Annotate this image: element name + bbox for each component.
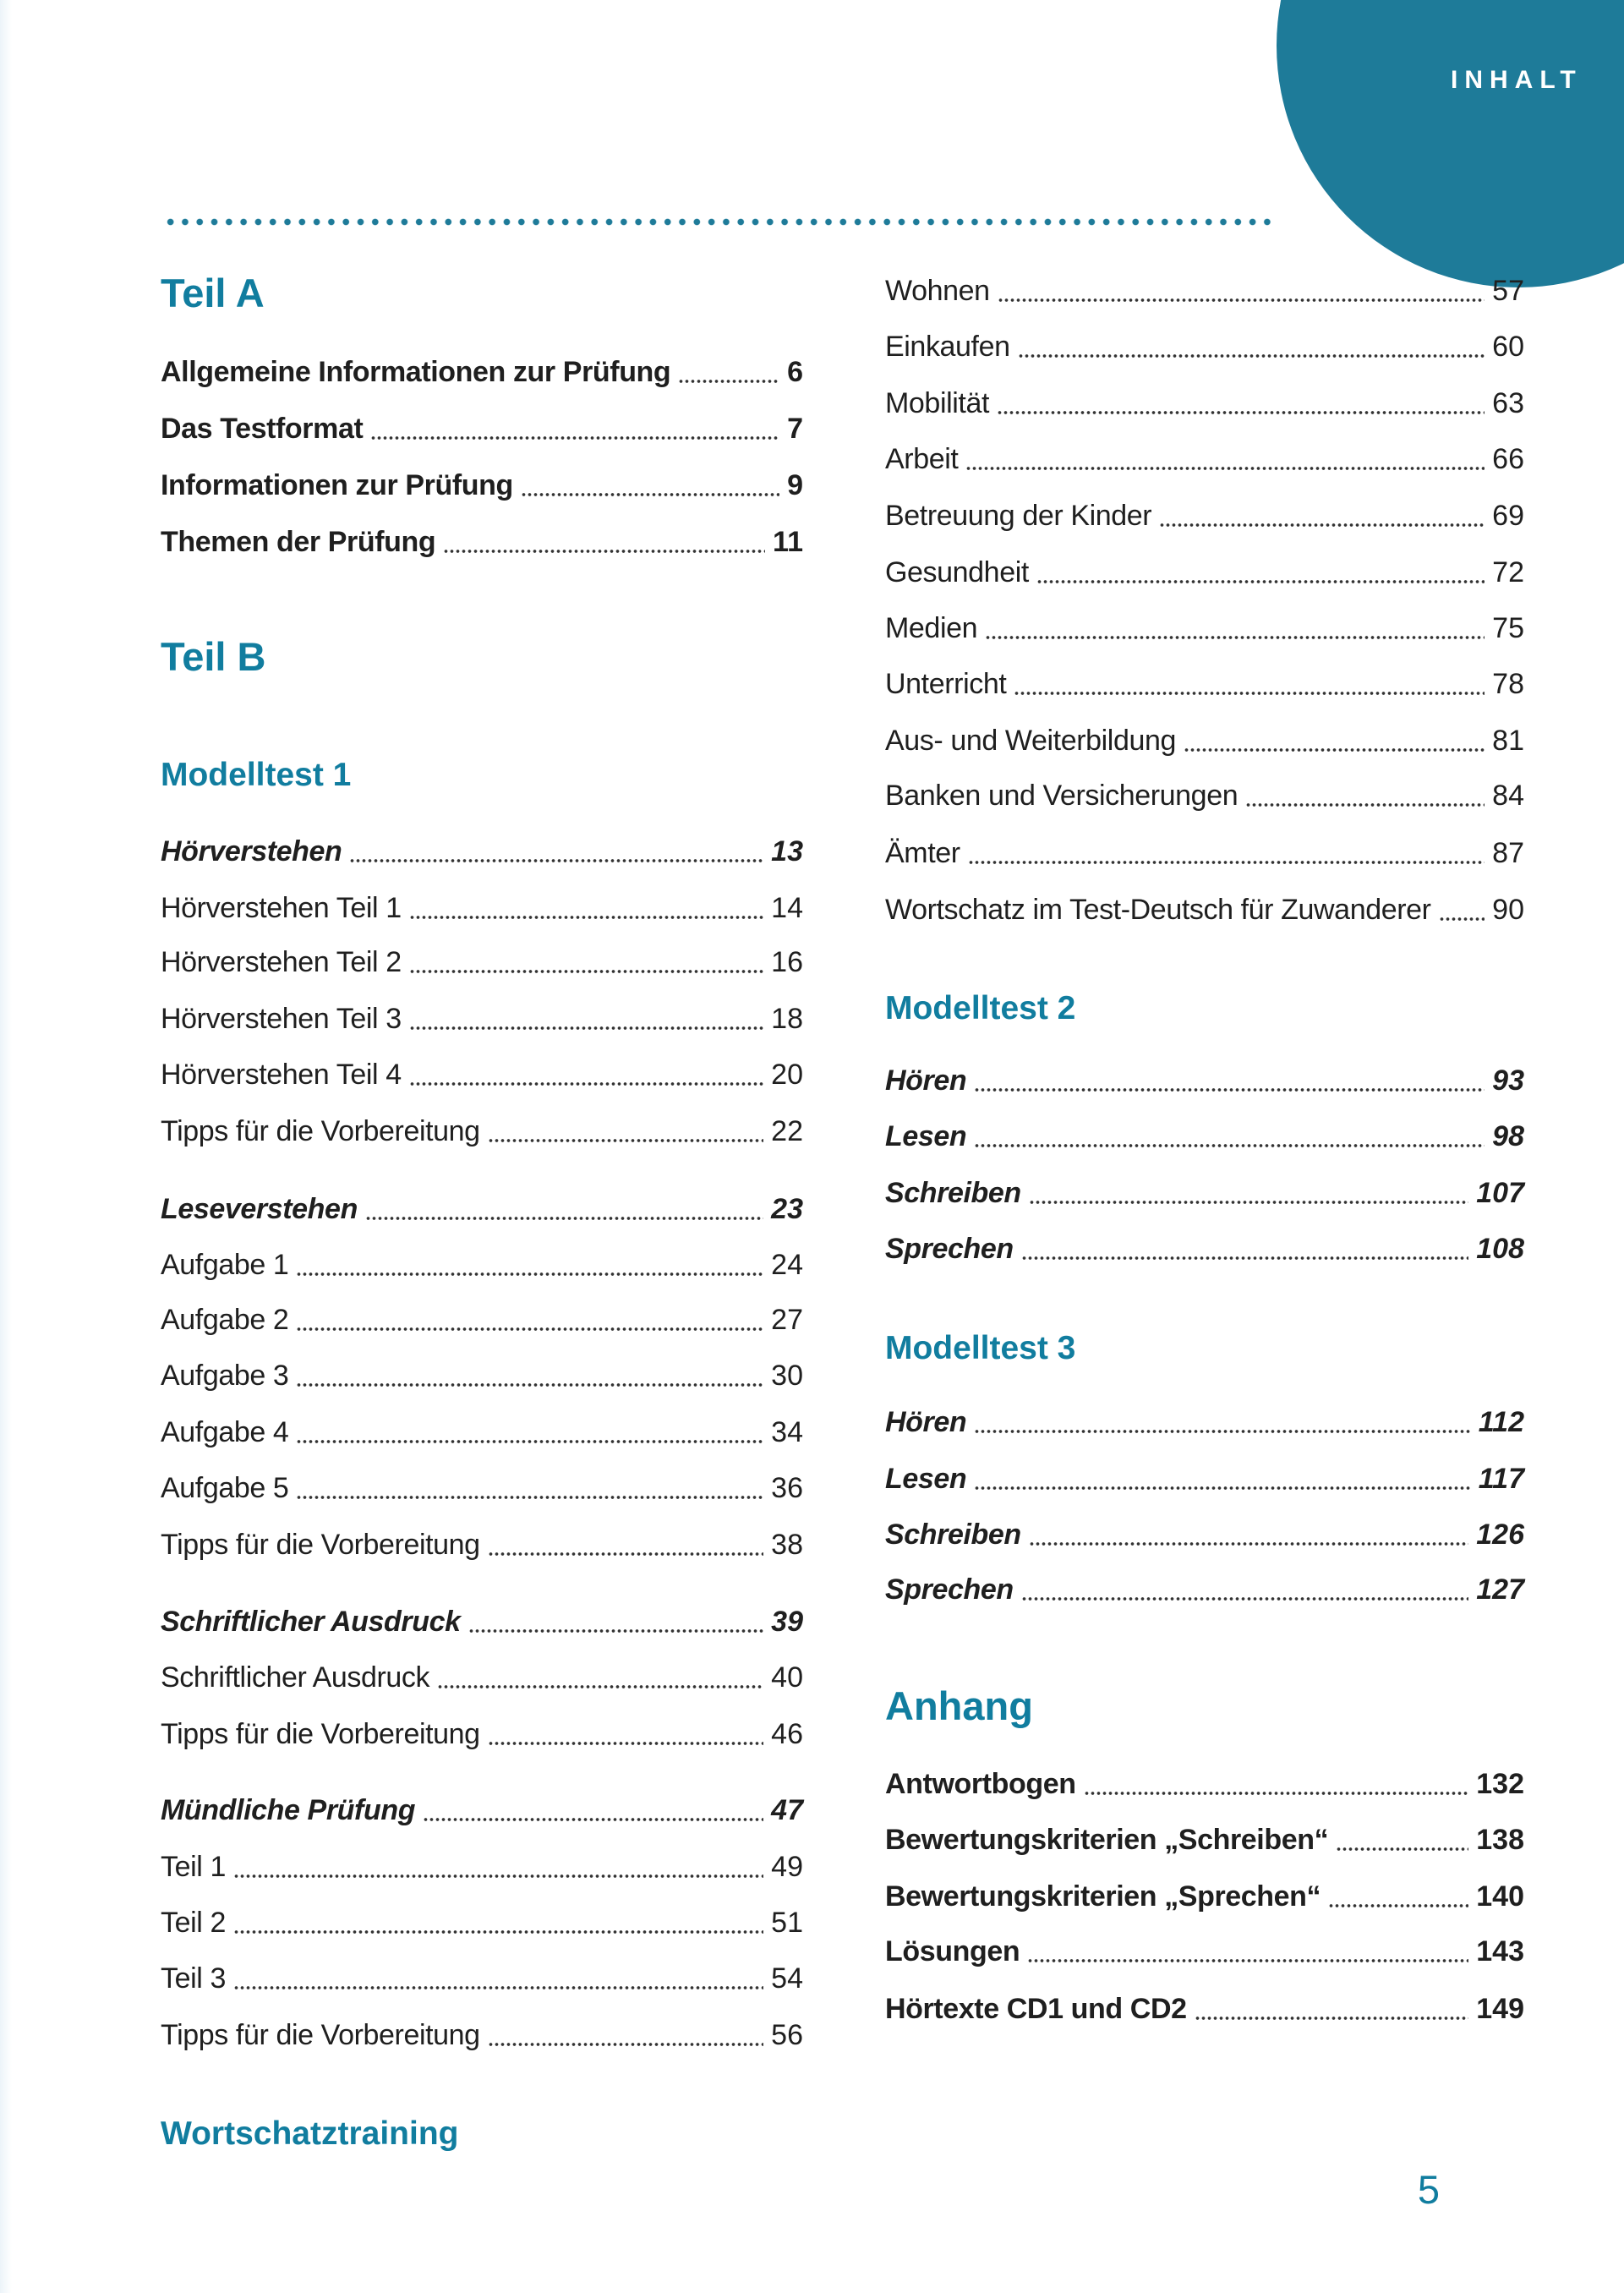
toc-entry-page: 46 bbox=[771, 1718, 803, 1750]
toc-entry-page: 40 bbox=[771, 1661, 803, 1694]
toc-entry-page: 149 bbox=[1476, 1993, 1524, 2025]
toc-entry-label: Hören bbox=[885, 1406, 967, 1438]
toc-entry-page: 132 bbox=[1476, 1768, 1524, 1800]
toc-entry bbox=[885, 384, 1524, 423]
toc-entry-page: 66 bbox=[1492, 443, 1524, 475]
toc-entry-label: Schreiben bbox=[885, 1177, 1021, 1209]
toc-entry-page: 9 bbox=[787, 469, 803, 501]
toc-entry-page: 56 bbox=[771, 2019, 803, 2051]
toc-entry-label: Betreuung der Kinder bbox=[885, 500, 1152, 532]
toc-leader-dots bbox=[974, 1486, 1471, 1491]
toc-entry-label: Aufgabe 3 bbox=[161, 1360, 289, 1392]
toc-entry-page: 63 bbox=[1492, 387, 1524, 419]
toc-entry-page: 112 bbox=[1478, 1406, 1524, 1438]
toc-entry-page: 127 bbox=[1476, 1573, 1524, 1606]
section-heading-teil-b: Teil B bbox=[161, 634, 266, 679]
toc-entry-label: Mündliche Prüfung bbox=[161, 1794, 416, 1826]
toc-leader-dots bbox=[233, 1985, 763, 1990]
toc-leader-dots bbox=[1328, 1903, 1468, 1908]
toc-leader-dots bbox=[409, 1081, 763, 1086]
toc-entry bbox=[161, 1413, 803, 1452]
toc-leader-dots bbox=[443, 549, 765, 554]
toc-entry bbox=[161, 1112, 803, 1151]
toc-entry bbox=[885, 1989, 1524, 2028]
toc-entry-page: 30 bbox=[771, 1360, 803, 1392]
toc-leader-dots bbox=[296, 1382, 763, 1387]
toc-entry-label: Mobilität bbox=[885, 387, 990, 419]
page-edge-shade bbox=[0, 0, 12, 2293]
toc-entry bbox=[885, 1061, 1524, 1100]
toc-entry-label: Hören bbox=[885, 1064, 967, 1097]
toc-entry bbox=[161, 943, 803, 982]
subsection-heading-modelltest-3: Modelltest 3 bbox=[885, 1330, 1076, 1366]
toc-entry bbox=[885, 1570, 1524, 1609]
toc-leader-dots bbox=[437, 1684, 763, 1689]
page-title-tab: INHALT bbox=[1451, 66, 1583, 94]
toc-entry-page: 7 bbox=[787, 413, 803, 445]
toc-entry bbox=[885, 1515, 1524, 1554]
toc-entry-page: 20 bbox=[771, 1059, 803, 1091]
toc-entry-page: 75 bbox=[1492, 612, 1524, 644]
toc-leader-dots bbox=[997, 410, 1485, 415]
toc-entry-page: 16 bbox=[771, 946, 803, 978]
toc-leader-dots bbox=[1439, 917, 1485, 922]
toc-entry-label: Hörtexte CD1 und CD2 bbox=[885, 1993, 1187, 2025]
toc-leader-dots bbox=[488, 1741, 763, 1746]
toc-entry-label: Allgemeine Informationen zur Prüfung bbox=[161, 356, 671, 388]
toc-entry-label: Schriftlicher Ausdruck bbox=[161, 1606, 461, 1638]
toc-entry-label: Lesen bbox=[885, 1120, 967, 1152]
toc-entry-label: Aufgabe 4 bbox=[161, 1416, 289, 1448]
toc-entry-page: 87 bbox=[1492, 837, 1524, 869]
toc-leader-dots bbox=[974, 1143, 1485, 1148]
toc-entry bbox=[885, 1459, 1524, 1498]
toc-entry-label: Lösungen bbox=[885, 1935, 1020, 1967]
toc-leader-dots bbox=[1159, 523, 1485, 528]
toc-entry bbox=[885, 1765, 1524, 1803]
toc-entry-label: Aufgabe 1 bbox=[161, 1249, 289, 1281]
toc-entry bbox=[885, 776, 1524, 815]
toc-leader-dots bbox=[974, 1087, 1485, 1092]
toc-entry bbox=[161, 1847, 803, 1886]
toc-entry-label: Schreiben bbox=[885, 1519, 1021, 1551]
toc-entry bbox=[885, 327, 1524, 366]
toc-entry-label: Bewertungskriterien „Schreiben“ bbox=[885, 1824, 1329, 1856]
toc-leader-dots bbox=[1084, 1791, 1469, 1796]
toc-entry bbox=[885, 271, 1524, 310]
toc-leader-dots bbox=[985, 635, 1485, 640]
toc-entry-label: Tipps für die Vorbereitung bbox=[161, 1115, 480, 1147]
toc-leader-dots bbox=[409, 915, 763, 920]
toc-entry-page: 49 bbox=[771, 1851, 803, 1883]
toc-entry bbox=[161, 1469, 803, 1508]
toc-leader-dots bbox=[1029, 1541, 1468, 1546]
toc-entry-page: 54 bbox=[771, 1962, 803, 1995]
toc-leader-dots bbox=[488, 2042, 763, 2047]
toc-entry-page: 60 bbox=[1492, 331, 1524, 363]
toc-entry-label: Hörverstehen Teil 3 bbox=[161, 1003, 402, 1035]
section-heading-teil-a: Teil A bbox=[161, 271, 265, 315]
toc-entry-label: Einkaufen bbox=[885, 331, 1010, 363]
toc-entry-page: 22 bbox=[771, 1115, 803, 1147]
subsection-heading-modelltest-2: Modelltest 2 bbox=[885, 990, 1076, 1026]
toc-entry-label: Themen der Prüfung bbox=[161, 526, 436, 558]
toc-entry-page: 18 bbox=[771, 1003, 803, 1035]
toc-leader-dots bbox=[468, 1628, 764, 1634]
toc-entry bbox=[885, 1932, 1524, 1971]
toc-entry-page: 98 bbox=[1492, 1120, 1524, 1152]
toc-entry-page: 72 bbox=[1492, 556, 1524, 588]
toc-entry bbox=[161, 409, 803, 448]
toc-leader-dots bbox=[1018, 353, 1485, 358]
toc-entry-label: Medien bbox=[885, 612, 978, 644]
toc-leader-dots bbox=[1027, 1958, 1468, 1963]
toc-entry bbox=[885, 440, 1524, 479]
toc-entry-label: Wohnen bbox=[885, 275, 990, 307]
toc-entry-label: Lesen bbox=[885, 1463, 967, 1495]
toc-entry-page: 39 bbox=[771, 1606, 803, 1638]
toc-leader-dots bbox=[409, 969, 763, 974]
toc-entry bbox=[161, 353, 803, 391]
toc-right-column bbox=[885, 0, 1524, 2293]
toc-entry-page: 38 bbox=[771, 1529, 803, 1561]
toc-entry-label: Banken und Versicherungen bbox=[885, 780, 1239, 812]
toc-entry bbox=[885, 890, 1524, 929]
toc-leader-dots bbox=[296, 1272, 763, 1277]
toc-entry bbox=[161, 999, 803, 1038]
toc-leader-dots bbox=[1014, 691, 1485, 696]
toc-entry-label: Hörverstehen Teil 1 bbox=[161, 892, 402, 924]
toc-entry-label: Teil 1 bbox=[161, 1851, 226, 1883]
toc-entry-page: 81 bbox=[1492, 725, 1524, 757]
toc-entry-label: Leseverstehen bbox=[161, 1193, 358, 1225]
toc-entry-page: 107 bbox=[1476, 1177, 1524, 1209]
toc-entry bbox=[161, 2016, 803, 2055]
toc-entry-page: 78 bbox=[1492, 668, 1524, 700]
toc-leader-dots bbox=[1029, 1200, 1468, 1205]
toc-entry-label: Teil 3 bbox=[161, 1962, 226, 1995]
toc-entry-page: 36 bbox=[771, 1472, 803, 1504]
toc-leader-dots bbox=[488, 1551, 763, 1557]
toc-leader-dots bbox=[423, 1817, 763, 1822]
toc-left-column bbox=[161, 0, 803, 2293]
toc-entry bbox=[885, 1877, 1524, 1916]
toc-leader-dots bbox=[233, 1929, 763, 1935]
toc-leader-dots bbox=[296, 1495, 763, 1500]
page-number: 5 bbox=[1417, 2167, 1441, 2212]
toc-entry bbox=[161, 889, 803, 928]
toc-leader-dots bbox=[370, 435, 779, 441]
toc-entry-label: Hörverstehen bbox=[161, 835, 342, 867]
toc-entry-label: Sprechen bbox=[885, 1573, 1014, 1606]
toc-entry-label: Tipps für die Vorbereitung bbox=[161, 2019, 480, 2051]
toc-entry-label: Hörverstehen Teil 2 bbox=[161, 946, 402, 978]
toc-entry-label: Tipps für die Vorbereitung bbox=[161, 1529, 480, 1561]
toc-entry bbox=[161, 523, 803, 561]
toc-entry-label: Tipps für die Vorbereitung bbox=[161, 1718, 480, 1750]
toc-entry bbox=[885, 1229, 1524, 1268]
toc-entry bbox=[885, 609, 1524, 648]
toc-entry bbox=[885, 665, 1524, 703]
toc-leader-dots bbox=[968, 860, 1485, 865]
toc-entry-label: Antwortbogen bbox=[885, 1768, 1076, 1800]
toc-entry bbox=[161, 1055, 803, 1094]
toc-entry bbox=[161, 1602, 803, 1641]
toc-entry bbox=[161, 1903, 803, 1942]
subsection-heading-wortschatztraining: Wortschatztraining bbox=[161, 2115, 459, 2152]
toc-entry-page: 117 bbox=[1478, 1463, 1524, 1495]
toc-entry-page: 34 bbox=[771, 1416, 803, 1448]
toc-entry-page: 140 bbox=[1476, 1880, 1524, 1913]
toc-entry-label: Aus- und Weiterbildung bbox=[885, 725, 1176, 757]
toc-leader-dots bbox=[365, 1216, 763, 1221]
toc-entry-page: 13 bbox=[771, 835, 803, 867]
toc-entry-label: Informationen zur Prüfung bbox=[161, 469, 513, 501]
toc-leader-dots bbox=[409, 1026, 763, 1031]
toc-leader-dots bbox=[1036, 579, 1485, 584]
subsection-heading-modelltest-1: Modelltest 1 bbox=[161, 757, 352, 793]
toc-entry-page: 108 bbox=[1476, 1233, 1524, 1265]
toc-entry-label: Schriftlicher Ausdruck bbox=[161, 1661, 430, 1694]
toc-entry-label: Teil 2 bbox=[161, 1907, 226, 1939]
toc-leader-dots bbox=[233, 1874, 763, 1879]
toc-entry-label: Ämter bbox=[885, 837, 960, 869]
toc-leader-dots bbox=[1184, 747, 1485, 752]
toc-entry bbox=[161, 1300, 803, 1339]
toc-entry bbox=[161, 1658, 803, 1697]
toc-entry bbox=[161, 1245, 803, 1284]
toc-entry bbox=[161, 1715, 803, 1754]
toc-leader-dots bbox=[296, 1439, 763, 1444]
toc-entry-page: 47 bbox=[771, 1794, 803, 1826]
section-heading-anhang: Anhang bbox=[885, 1683, 1033, 1728]
toc-entry-label: Aufgabe 5 bbox=[161, 1472, 289, 1504]
toc-leader-dots bbox=[1021, 1596, 1469, 1601]
toc-entry-page: 24 bbox=[771, 1249, 803, 1281]
toc-entry-page: 23 bbox=[771, 1193, 803, 1225]
toc-entry-page: 57 bbox=[1492, 275, 1524, 307]
toc-entry bbox=[161, 1190, 803, 1229]
toc-entry bbox=[885, 834, 1524, 873]
toc-leader-dots bbox=[296, 1327, 763, 1332]
toc-entry bbox=[885, 1820, 1524, 1859]
toc-leader-dots bbox=[678, 379, 779, 384]
toc-entry-label: Unterricht bbox=[885, 668, 1007, 700]
toc-entry-label: Arbeit bbox=[885, 443, 959, 475]
toc-entry-page: 11 bbox=[773, 526, 803, 558]
toc-leader-dots bbox=[965, 466, 1485, 471]
toc-entry bbox=[885, 1403, 1524, 1442]
toc-entry-label: Aufgabe 2 bbox=[161, 1304, 289, 1336]
toc-leader-dots bbox=[349, 858, 763, 863]
toc-entry bbox=[161, 466, 803, 505]
toc-leader-dots bbox=[1021, 1256, 1469, 1261]
toc-entry bbox=[885, 1117, 1524, 1156]
toc-entry-label: Bewertungskriterien „Sprechen“ bbox=[885, 1880, 1321, 1913]
toc-entry bbox=[885, 1174, 1524, 1212]
toc-entry-page: 93 bbox=[1492, 1064, 1524, 1097]
toc-entry-page: 126 bbox=[1476, 1519, 1524, 1551]
toc-leader-dots bbox=[974, 1429, 1471, 1434]
toc-entry-label: Wortschatz im Test-Deutsch für Zuwanderer bbox=[885, 894, 1431, 926]
toc-entry bbox=[161, 1525, 803, 1564]
toc-leader-dots bbox=[521, 492, 779, 497]
toc-entry-page: 143 bbox=[1476, 1935, 1524, 1967]
toc-entry-label: Sprechen bbox=[885, 1233, 1014, 1265]
toc-entry-label: Gesundheit bbox=[885, 556, 1029, 588]
toc-leader-dots bbox=[1245, 802, 1485, 807]
toc-entry-page: 27 bbox=[771, 1304, 803, 1336]
toc-entry bbox=[161, 1791, 803, 1830]
toc-entry bbox=[885, 496, 1524, 535]
toc-entry-page: 69 bbox=[1492, 500, 1524, 532]
toc-leader-dots bbox=[1336, 1847, 1468, 1852]
toc-entry-page: 90 bbox=[1492, 894, 1524, 926]
toc-entry bbox=[161, 832, 803, 871]
toc-entry-label: Das Testformat bbox=[161, 413, 364, 445]
toc-entry-page: 138 bbox=[1476, 1824, 1524, 1856]
toc-entry bbox=[161, 1356, 803, 1395]
toc-leader-dots bbox=[1195, 2016, 1469, 2021]
toc-entry-page: 51 bbox=[771, 1907, 803, 1939]
toc-entry-page: 14 bbox=[771, 892, 803, 924]
toc-leader-dots bbox=[998, 298, 1485, 303]
toc-entry bbox=[885, 553, 1524, 592]
toc-entry-label: Hörverstehen Teil 4 bbox=[161, 1059, 402, 1091]
toc-entry bbox=[885, 721, 1524, 760]
toc-entry bbox=[161, 1959, 803, 1998]
toc-entry-page: 6 bbox=[787, 356, 803, 388]
toc-leader-dots bbox=[488, 1138, 763, 1143]
toc-entry-page: 84 bbox=[1492, 780, 1524, 812]
